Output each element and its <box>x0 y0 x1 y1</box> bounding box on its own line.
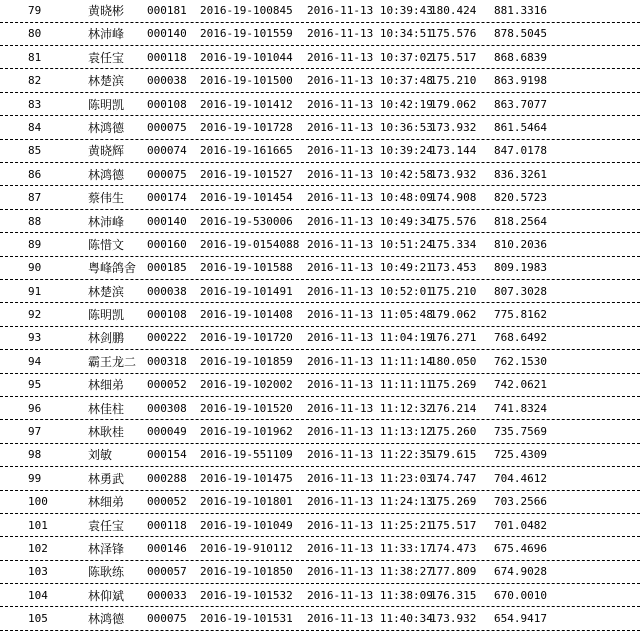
ring-cell: 2016-19-101049 <box>200 518 293 532</box>
name-cell: 林勇武 <box>88 471 125 486</box>
score-cell: 878.5045 <box>494 27 547 41</box>
table-row <box>0 327 640 350</box>
time-cell: 2016-11-13 10:52:01 <box>307 284 433 298</box>
time-cell: 2016-11-13 10:37:02 <box>307 50 433 64</box>
ring-cell: 2016-19-530006 <box>200 214 293 228</box>
time-cell: 2016-11-13 11:23:03 <box>307 471 433 485</box>
time-cell: 2016-11-13 11:12:32 <box>307 401 433 415</box>
table-row <box>0 46 640 69</box>
id-cell: 000181 <box>147 4 187 18</box>
speed-cell: 175.269 <box>430 378 477 392</box>
table-row <box>0 257 640 280</box>
score-cell: 809.1983 <box>494 261 547 275</box>
speed-cell: 177.809 <box>430 565 477 579</box>
score-cell: 725.4309 <box>494 448 547 462</box>
ring-cell: 2016-19-101454 <box>200 191 293 205</box>
table-row <box>0 0 640 23</box>
rank-cell: 86 <box>28 167 42 181</box>
rank-cell: 89 <box>28 237 42 251</box>
speed-cell: 175.210 <box>430 74 477 88</box>
rank-cell: 81 <box>28 50 42 64</box>
score-cell: 741.8324 <box>494 401 547 415</box>
speed-cell: 180.050 <box>430 354 477 368</box>
id-cell: 000038 <box>147 74 187 88</box>
name-cell: 陈耿练 <box>88 565 125 580</box>
time-cell: 2016-11-13 10:42:19 <box>307 97 433 111</box>
id-cell: 000118 <box>147 50 187 64</box>
ring-cell: 2016-19-551109 <box>200 448 293 462</box>
score-cell: 701.0482 <box>494 518 547 532</box>
id-cell: 000140 <box>147 27 187 41</box>
ring-cell: 2016-19-101520 <box>200 401 293 415</box>
id-cell: 000185 <box>147 261 187 275</box>
rank-cell: 103 <box>28 565 48 579</box>
score-cell: 762.1530 <box>494 354 547 368</box>
time-cell: 2016-11-13 11:11:11 <box>307 378 433 392</box>
name-cell: 陈明凯 <box>88 308 125 323</box>
time-cell: 2016-11-13 10:36:53 <box>307 120 433 134</box>
score-cell: 807.3028 <box>494 284 547 298</box>
table-row <box>0 374 640 397</box>
name-cell: 粤峰鸽舍 <box>88 261 137 276</box>
score-cell: 836.3261 <box>494 167 547 181</box>
table-row <box>0 350 640 373</box>
id-cell: 000049 <box>147 425 187 439</box>
rank-cell: 101 <box>28 518 48 532</box>
id-cell: 000033 <box>147 588 187 602</box>
speed-cell: 174.473 <box>430 541 477 555</box>
ring-cell: 2016-19-101531 <box>200 612 293 626</box>
name-cell: 黄晓辉 <box>88 144 125 159</box>
score-cell: 818.2564 <box>494 214 547 228</box>
time-cell: 2016-11-13 10:49:34 <box>307 214 433 228</box>
time-cell: 2016-11-13 10:42:58 <box>307 167 433 181</box>
score-cell: 742.0621 <box>494 378 547 392</box>
table-row <box>0 491 640 514</box>
time-cell: 2016-11-13 11:24:13 <box>307 495 433 509</box>
name-cell: 林细弟 <box>88 378 125 393</box>
time-cell: 2016-11-13 11:38:09 <box>307 588 433 602</box>
table-row <box>0 584 640 607</box>
rank-cell: 79 <box>28 4 42 18</box>
id-cell: 000154 <box>147 448 187 462</box>
score-cell: 863.9198 <box>494 74 547 88</box>
speed-cell: 175.576 <box>430 214 477 228</box>
name-cell: 林鸿德 <box>88 120 125 135</box>
rank-cell: 102 <box>28 541 48 555</box>
name-cell: 林泽锋 <box>88 541 125 556</box>
table-row <box>0 420 640 443</box>
rank-cell: 100 <box>28 495 48 509</box>
ring-cell: 2016-19-101475 <box>200 471 293 485</box>
time-cell: 2016-11-13 10:39:24 <box>307 144 433 158</box>
name-cell: 霸王龙二 <box>88 354 137 369</box>
speed-cell: 180.424 <box>430 4 477 18</box>
table-row <box>0 280 640 303</box>
time-cell: 2016-11-13 10:48:09 <box>307 191 433 205</box>
table-row <box>0 303 640 326</box>
rank-cell: 88 <box>28 214 42 228</box>
time-cell: 2016-11-13 11:04:19 <box>307 331 433 345</box>
id-cell: 000140 <box>147 214 187 228</box>
id-cell: 000074 <box>147 144 187 158</box>
table-row <box>0 210 640 233</box>
ring-cell: 2016-19-101500 <box>200 74 293 88</box>
id-cell: 000308 <box>147 401 187 415</box>
id-cell: 000052 <box>147 378 187 392</box>
table-row <box>0 444 640 467</box>
time-cell: 2016-11-13 11:40:34 <box>307 612 433 626</box>
ring-cell: 2016-19-101720 <box>200 331 293 345</box>
ring-cell: 2016-19-101527 <box>200 167 293 181</box>
speed-cell: 176.214 <box>430 401 477 415</box>
score-cell: 863.7077 <box>494 97 547 111</box>
id-cell: 000075 <box>147 167 187 181</box>
table-row <box>0 163 640 186</box>
ring-cell: 2016-19-101412 <box>200 97 293 111</box>
score-cell: 704.4612 <box>494 471 547 485</box>
rank-cell: 105 <box>28 612 48 626</box>
speed-cell: 175.260 <box>430 425 477 439</box>
score-cell: 868.6839 <box>494 50 547 64</box>
name-cell: 陈惜文 <box>88 237 125 252</box>
name-cell: 林细弟 <box>88 495 125 510</box>
rank-cell: 83 <box>28 97 42 111</box>
speed-cell: 173.144 <box>430 144 477 158</box>
speed-cell: 175.210 <box>430 284 477 298</box>
id-cell: 000038 <box>147 284 187 298</box>
time-cell: 2016-11-13 11:25:21 <box>307 518 433 532</box>
table-row <box>0 186 640 209</box>
speed-cell: 176.315 <box>430 588 477 602</box>
score-cell: 675.4696 <box>494 541 547 555</box>
table-row <box>0 397 640 420</box>
speed-cell: 179.062 <box>430 97 477 111</box>
speed-cell: 176.271 <box>430 331 477 345</box>
name-cell: 林楚滨 <box>88 74 125 89</box>
table-row <box>0 140 640 163</box>
ring-cell: 2016-19-100845 <box>200 4 293 18</box>
speed-cell: 175.334 <box>430 237 477 251</box>
time-cell: 2016-11-13 11:33:17 <box>307 541 433 555</box>
name-cell: 袁任宝 <box>88 518 125 533</box>
rank-cell: 85 <box>28 144 42 158</box>
time-cell: 2016-11-13 11:22:35 <box>307 448 433 462</box>
ring-cell: 2016-19-101962 <box>200 425 293 439</box>
rank-cell: 84 <box>28 120 42 134</box>
table-row <box>0 537 640 560</box>
id-cell: 000075 <box>147 612 187 626</box>
rank-cell: 96 <box>28 401 42 415</box>
ring-cell: 2016-19-101408 <box>200 308 293 322</box>
speed-cell: 173.932 <box>430 612 477 626</box>
speed-cell: 175.269 <box>430 495 477 509</box>
id-cell: 000108 <box>147 97 187 111</box>
table-row <box>0 561 640 584</box>
table-row <box>0 233 640 256</box>
id-cell: 000057 <box>147 565 187 579</box>
rank-cell: 94 <box>28 354 42 368</box>
name-cell: 林耿桂 <box>88 425 125 440</box>
name-cell: 刘敏 <box>88 448 113 463</box>
name-cell: 林沛峰 <box>88 27 125 42</box>
speed-cell: 174.747 <box>430 471 477 485</box>
time-cell: 2016-11-13 10:49:21 <box>307 261 433 275</box>
score-cell: 670.0010 <box>494 588 547 602</box>
name-cell: 林楚滨 <box>88 284 125 299</box>
time-cell: 2016-11-13 11:11:14 <box>307 354 433 368</box>
ring-cell: 2016-19-101850 <box>200 565 293 579</box>
score-cell: 775.8162 <box>494 308 547 322</box>
time-cell: 2016-11-13 10:39:43 <box>307 4 433 18</box>
id-cell: 000146 <box>147 541 187 555</box>
name-cell: 蔡伟生 <box>88 191 125 206</box>
rank-cell: 82 <box>28 74 42 88</box>
score-cell: 861.5464 <box>494 120 547 134</box>
table-row <box>0 116 640 139</box>
ring-cell: 2016-19-101801 <box>200 495 293 509</box>
time-cell: 2016-11-13 10:34:51 <box>307 27 433 41</box>
id-cell: 000288 <box>147 471 187 485</box>
ring-cell: 2016-19-161665 <box>200 144 293 158</box>
score-cell: 654.9417 <box>494 612 547 626</box>
rank-cell: 80 <box>28 27 42 41</box>
id-cell: 000118 <box>147 518 187 532</box>
id-cell: 000318 <box>147 354 187 368</box>
id-cell: 000108 <box>147 308 187 322</box>
speed-cell: 173.453 <box>430 261 477 275</box>
ring-cell: 2016-19-101728 <box>200 120 293 134</box>
rank-cell: 95 <box>28 378 42 392</box>
ring-cell: 2016-19-101532 <box>200 588 293 602</box>
name-cell: 袁任宝 <box>88 50 125 65</box>
speed-cell: 179.615 <box>430 448 477 462</box>
time-cell: 2016-11-13 11:13:12 <box>307 425 433 439</box>
rank-cell: 97 <box>28 425 42 439</box>
speed-cell: 173.932 <box>430 120 477 134</box>
id-cell: 000174 <box>147 191 187 205</box>
id-cell: 000222 <box>147 331 187 345</box>
table-row <box>0 514 640 537</box>
score-cell: 847.0178 <box>494 144 547 158</box>
score-cell: 674.9028 <box>494 565 547 579</box>
time-cell: 2016-11-13 10:37:48 <box>307 74 433 88</box>
ring-cell: 2016-19-910112 <box>200 541 293 555</box>
score-cell: 703.2566 <box>494 495 547 509</box>
time-cell: 2016-11-13 10:51:24 <box>307 237 433 251</box>
name-cell: 林仰斌 <box>88 588 125 603</box>
time-cell: 2016-11-13 11:05:48 <box>307 308 433 322</box>
id-cell: 000052 <box>147 495 187 509</box>
speed-cell: 179.062 <box>430 308 477 322</box>
speed-cell: 174.908 <box>430 191 477 205</box>
ring-cell: 2016-19-101859 <box>200 354 293 368</box>
score-cell: 820.5723 <box>494 191 547 205</box>
ring-cell: 2016-19-101588 <box>200 261 293 275</box>
rank-cell: 92 <box>28 308 42 322</box>
ring-cell: 2016-19-0154088 <box>200 237 300 251</box>
ring-cell: 2016-19-101044 <box>200 50 293 64</box>
score-cell: 735.7569 <box>494 425 547 439</box>
name-cell: 黄晓彬 <box>88 4 125 19</box>
rank-cell: 104 <box>28 588 48 602</box>
table-row <box>0 93 640 116</box>
table-row <box>0 23 640 46</box>
name-cell: 林剑鹏 <box>88 331 125 346</box>
speed-cell: 175.517 <box>430 50 477 64</box>
rank-cell: 99 <box>28 471 42 485</box>
name-cell: 林鸿德 <box>88 167 125 182</box>
id-cell: 000075 <box>147 120 187 134</box>
score-cell: 768.6492 <box>494 331 547 345</box>
name-cell: 林鸿德 <box>88 612 125 627</box>
speed-cell: 175.517 <box>430 518 477 532</box>
speed-cell: 175.576 <box>430 27 477 41</box>
name-cell: 陈明凯 <box>88 97 125 112</box>
ring-cell: 2016-19-101491 <box>200 284 293 298</box>
name-cell: 林佳柱 <box>88 401 125 416</box>
ring-cell: 2016-19-101559 <box>200 27 293 41</box>
score-cell: 881.3316 <box>494 4 547 18</box>
score-cell: 810.2036 <box>494 237 547 251</box>
time-cell: 2016-11-13 11:38:27 <box>307 565 433 579</box>
table-row <box>0 467 640 490</box>
rank-cell: 98 <box>28 448 42 462</box>
speed-cell: 173.932 <box>430 167 477 181</box>
rank-cell: 91 <box>28 284 42 298</box>
name-cell: 林沛峰 <box>88 214 125 229</box>
rank-cell: 87 <box>28 191 42 205</box>
table-row <box>0 607 640 630</box>
ring-cell: 2016-19-102002 <box>200 378 293 392</box>
rank-cell: 90 <box>28 261 42 275</box>
table-row <box>0 69 640 92</box>
id-cell: 000160 <box>147 237 187 251</box>
rank-cell: 93 <box>28 331 42 345</box>
